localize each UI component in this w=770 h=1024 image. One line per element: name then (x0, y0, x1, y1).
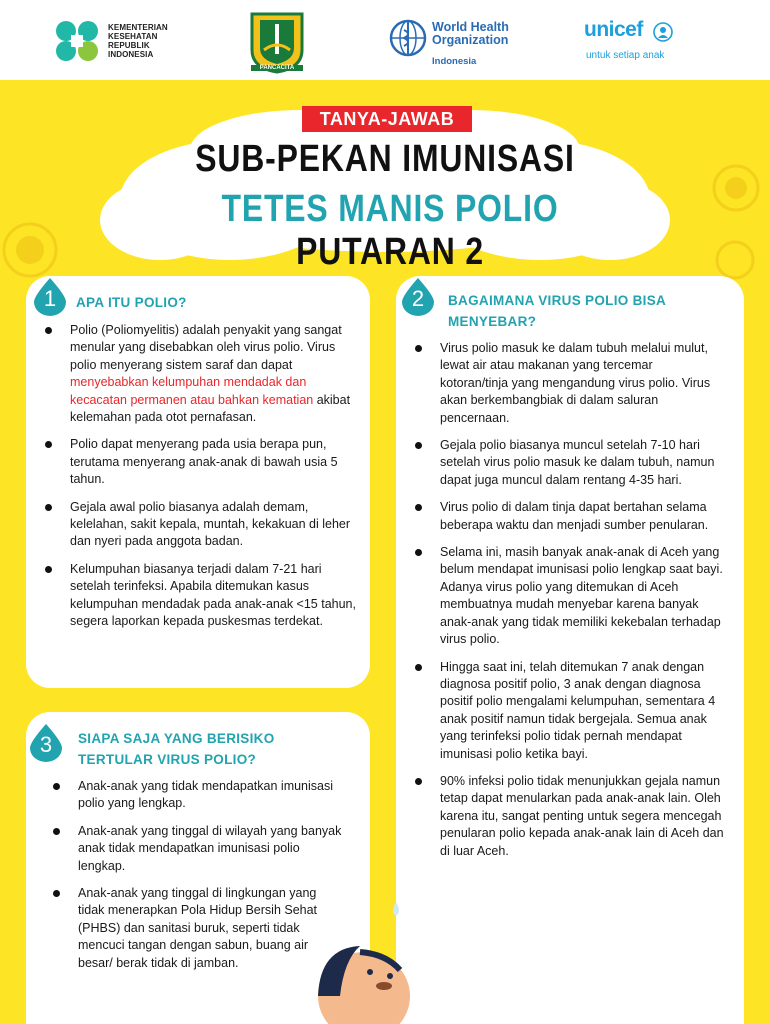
child-receiving-drops-icon (300, 900, 410, 1024)
bullet-list (406, 340, 724, 870)
bullet-highlight: menyebabkan kelumpuhan mendadak dan kecacatan permanen atau bahkan kematian (70, 375, 314, 407)
title-line-2-dark: PUTARAN 2 (296, 231, 484, 273)
kemenkes-logo (52, 14, 182, 68)
who-globe-icon (388, 18, 428, 58)
bullet-text: akibat kelemahan pada otot pernafasan. (70, 392, 351, 425)
unicef-globe-icon (652, 21, 674, 43)
section-heading: BAGAIMANA VIRUS POLIO BISA MENYEBAR? (448, 293, 666, 329)
aceh-caption: PANCACITA (251, 65, 303, 71)
list-item: Selama ini, masih banyak anak-anak di Aceh yang belum mendapat imunisasi polio lengkap saat bayi. Adanya virus polio yang ditemukan di Aceh membuatnya mudah menyebar karena banyak anak-anak yang tidak memiliki kekebalan terhadap virus polio. (406, 544, 724, 648)
who-country: Indonesia (432, 56, 477, 67)
number-badge-2 (398, 276, 438, 316)
section-heading: APA ITU POLIO? (76, 295, 187, 310)
list-item: Gejala awal polio biasanya adalah demam, kelelahan, sakit kepala, muntah, kekakuan di leher dan nyeri pada anggota badan. (36, 499, 362, 551)
unicef-brand: unicef (584, 18, 643, 41)
section-number: 3 (39, 732, 53, 757)
list-item (36, 322, 362, 426)
logo-header (0, 0, 770, 80)
who-name: World Health Organization (432, 20, 509, 47)
number-badge-3 (26, 722, 66, 762)
title-line-2-teal: TETES MANIS POLIO (221, 188, 559, 230)
list-item: Polio dapat menyerang pada usia berapa pun, terutama menyerang anak-anak di bawah usia 5 tahun. (36, 436, 362, 488)
kemenkes-emblem-icon (52, 14, 104, 68)
list-item: Virus polio masuk ke dalam tubuh melalui mulut, lewat air atau makanan yang tercemar kotoran/tinja yang mengandung virus polio. Virus akan berkembangbiak di dalam saluran pencernaan. (406, 340, 724, 427)
section-card-1 (26, 276, 370, 688)
title-line-1: SUB-PEKAN IMUNISASI (195, 138, 575, 180)
unicef-tagline: untuk setiap anak (586, 50, 665, 61)
bullet-list (44, 778, 344, 982)
list-item: Kelumpuhan biasanya terjadi dalam 7-21 hari setelah terinfeksi. Apabila ditemukan kasus kelumpuhan mendadak pada anak-anak <15 tahun, segera laporkan kepada puskesmas terdekat. (36, 561, 362, 631)
section-number: 2 (411, 286, 425, 311)
list-item: Anak-anak yang tinggal di wilayah yang banyak anak tidak mendapatkan imunisasi polio lengkap. (44, 823, 344, 875)
list-item: Anak-anak yang tinggal di lingkungan yang tidak menerapkan Pola Hidup Bersih Sehat (PHBS) dan sanitasi buruk, seperti tidak mencuci tangan dengan sabun, buang air besar/ berak tidak di jamban. (44, 885, 344, 972)
bullet-list (36, 322, 362, 641)
who-logo (388, 18, 518, 72)
aceh-emblem (246, 10, 308, 74)
list-item: Gejala polio biasanya muncul setelah 7-10 hari setelah virus polio masuk ke dalam tubuh, namun dapat juga muncul dalam rentang 4-35 hari. (406, 437, 724, 489)
title-line-2 (146, 188, 633, 274)
section-number: 1 (43, 286, 57, 311)
bullet-text: Polio (Poliomyelitis) adalah penyakit yang sangat menular yang disebabkan oleh virus polio. Virus polio menyerang sistem saraf dan dapat (70, 323, 342, 372)
list-item: Hingga saat ini, telah ditemukan 7 anak dengan diagnosa positif polio, 3 anak dengan diagnosa positif polio mengalami kelumpuhan, sementara 4 anak positif namun tidak bergejala. Semua anak yang terinfeksi polio tidak pernah mendapat imunisasi polio ketika bayi. (406, 659, 724, 763)
list-item: Anak-anak yang tidak mendapatkan imunisasi polio yang lengkap. (44, 778, 344, 813)
list-item: Virus polio di dalam tinja dapat bertahan selama beberapa waktu dan menjadi sumber penularan. (406, 499, 724, 534)
section-heading: SIAPA SAJA YANG BERISIKO TERTULAR VIRUS POLIO? (78, 731, 275, 767)
kemenkes-text: KEMENTERIAN KESEHATAN REPUBLIK INDONESIA (108, 23, 168, 59)
unicef-logo (584, 18, 694, 68)
list-item: 90% infeksi polio tidak menunjukkan gejala namun tetap dapat menularkan pada anak-anak lain. Oleh karena itu, sangat penting untuk segera mencegah penularan polio kepada anak-anak lain di Aceh dan di luar Aceh. (406, 773, 724, 860)
number-badge-1 (30, 276, 70, 316)
section-card-2 (396, 276, 744, 1024)
title-badge: TANYA-JAWAB (302, 106, 472, 132)
